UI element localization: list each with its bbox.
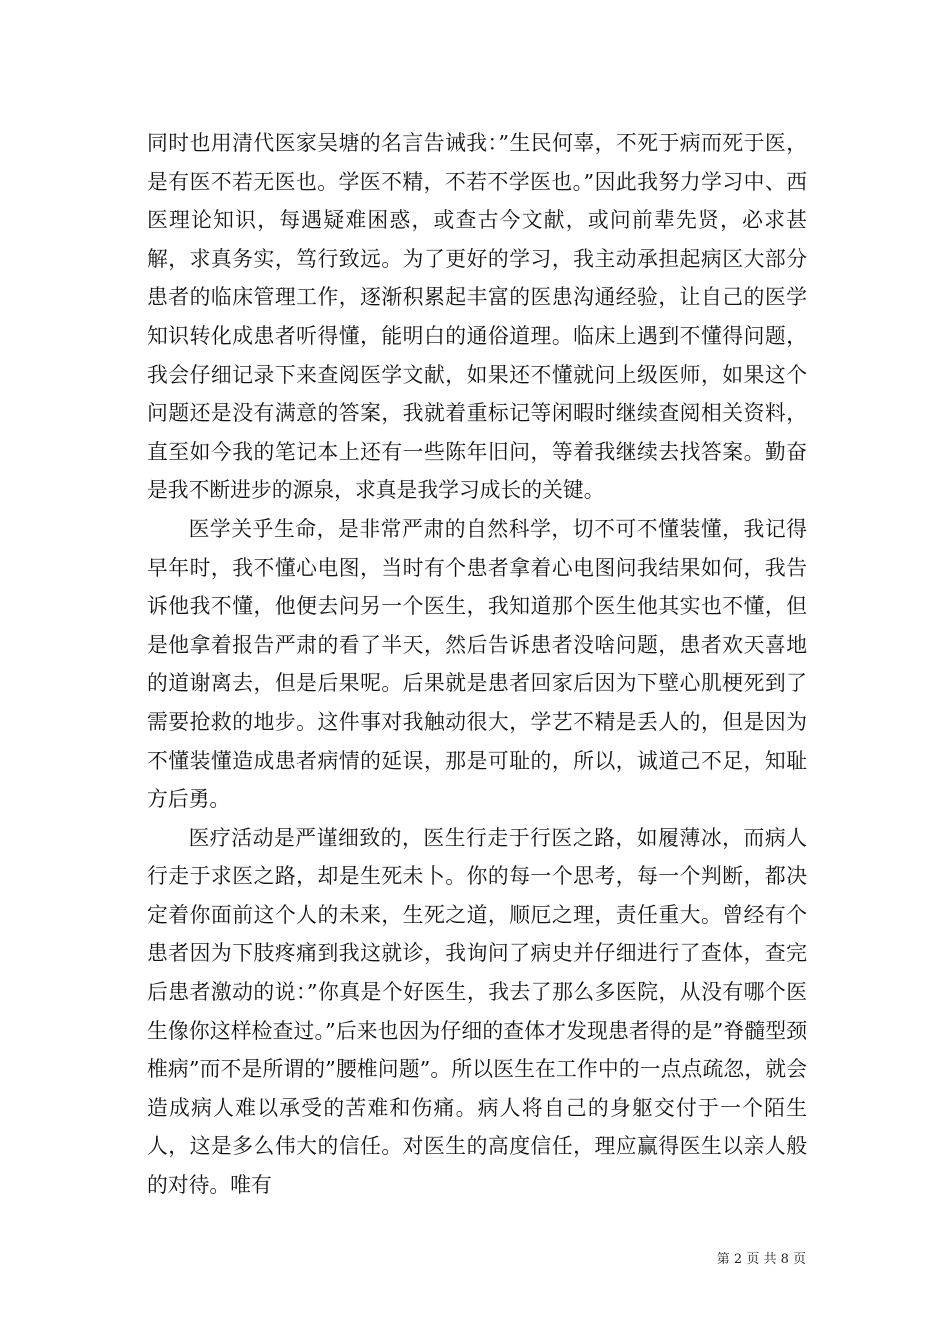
body-text bbox=[147, 124, 807, 1205]
page-number-footer: 第 2 页 共 8 页 bbox=[716, 1252, 806, 1267]
paragraph-1: 同时也用清代医家吴塘的名言告诫我：”生民何辜，不死于病而死于医，是有医不若无医也。学医不精，不若不学医也。”因此我努力学习中、西医理论知识，每遇疑难困惑，或查古今文献，或问前辈先贤，必求甚解，求真务实，笃行致远。为了更好的学习，我主动承担起病区大部分患者的临床管理工作，逐渐积累起丰富的医患沟通经验，让自己的医学知识转化成患者听得懂，能明白的通俗道理。临床上遇到不懂得问题，我会仔细记录下来查阅医学文献，如果还不懂就问上级医师，如果这个问题还是没有满意的答案，我就着重标记等闲暇时继续查阅相关资料，直至如今我的笔记本上还有一些陈年旧问，等着我继续去找答案。勤奋是我不断进步的源泉，求真是我学习成长的关键。 bbox=[147, 131, 807, 503]
paragraph-2: 医学关乎生命，是非常严肃的自然科学，切不可不懂装懂，我记得早年时，我不懂心电图，当时有个患者拿着心电图问我结果如何，我告诉他我不懂，他便去问另一个医生，我知道那个医生他其实也不懂，但是他拿着报告严肃的看了半天，然后告诉患者没啥问题，患者欢天喜地的道谢离去，但是后果呢。后果就是患者回家后因为下壁心肌梗死到了需要抢救的地步。这件事对我触动很大，学艺不精是丢人的，但是因为不懂装懂造成患者病情的延误，那是可耻的，所以，诚道己不足，知耻方后勇。 bbox=[147, 516, 807, 812]
paragraph-3: 医疗活动是严谨细致的，医生行走于行医之路，如履薄冰，而病人行走于求医之路，却是生死未卜。你的每一个思考，每一个判断，都决定着你面前这个人的未来，生死之道，顺厄之理，责任重大。曾经有个患者因为下肢疼痛到我这就诊，我询问了病史并仔细进行了查体，查完后患者激动的说：”你真是个好医生，我去了那么多医院，从没有哪个医生像你这样检查过。”后来也因为仔细的查体才发现患者得的是”脊髓型颈椎病”而不是所谓的”腰椎问题”。所以医生在工作中的一点点疏忽，就会造成病人难以承受的苦难和伤痛。病人将自己的身躯交付于一个陌生人，这是多么伟大的信任。对医生的高度信任，理应赢得医生以亲人般的对待。唯有 bbox=[147, 825, 807, 1198]
